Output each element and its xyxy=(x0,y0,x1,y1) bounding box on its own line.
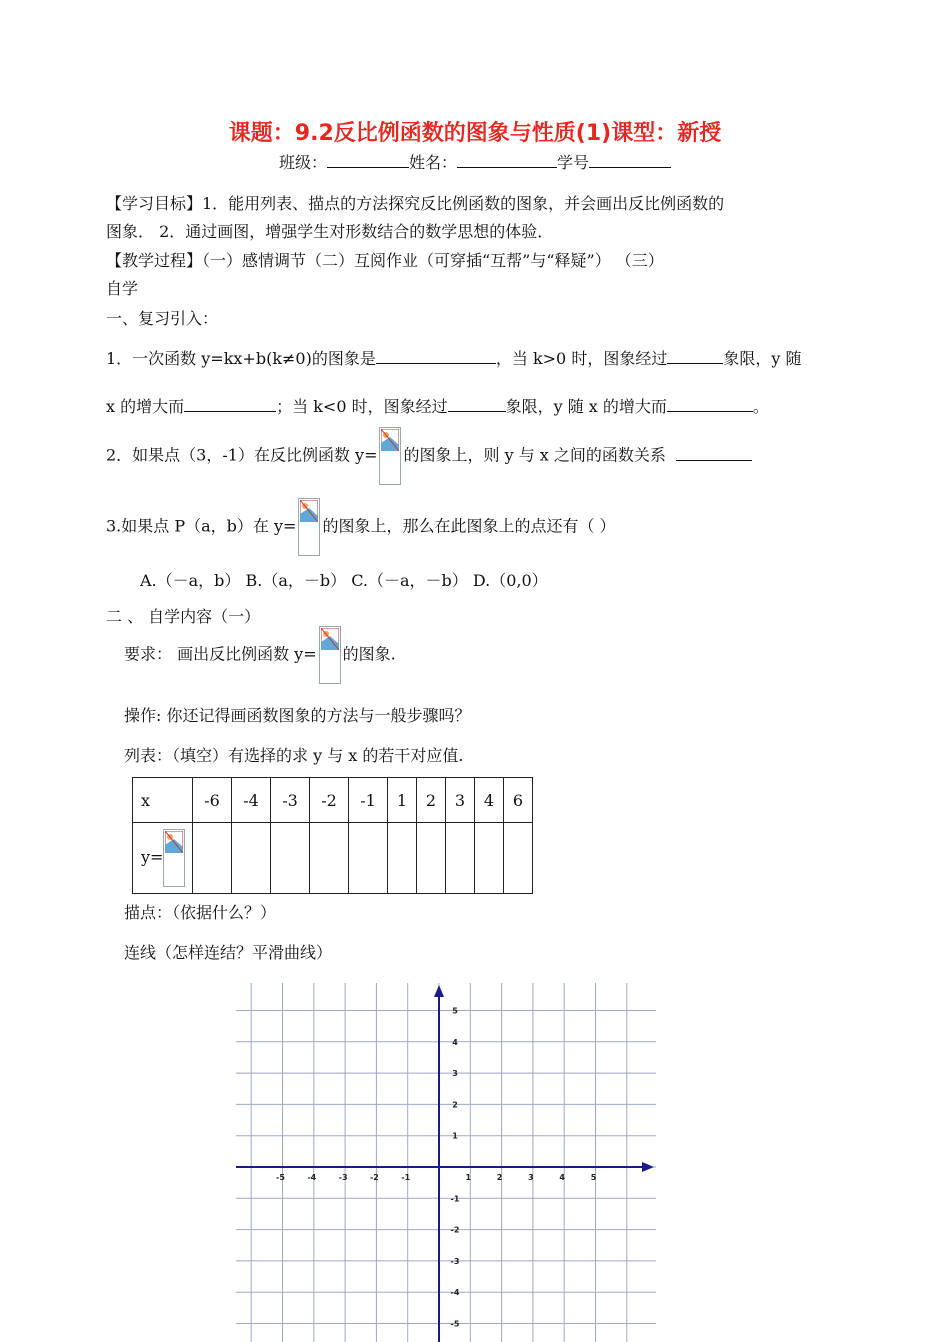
table-cell-y[interactable] xyxy=(232,823,271,894)
q1-text-b: ，当 k>0 时，图象经过 xyxy=(495,349,668,368)
y-tick-label: -2 xyxy=(450,1225,460,1235)
y-tick-label: 2 xyxy=(452,1100,458,1110)
question-3 xyxy=(106,498,616,556)
req-text-a: 要求： 画出反比例函数 y= xyxy=(124,644,317,664)
q1-text-a: 1．一次函数 y=kx+b(k≠0)的图象是 xyxy=(106,349,376,368)
table-cell-y[interactable] xyxy=(193,823,232,894)
name-blank[interactable] xyxy=(457,153,557,168)
q2-blank[interactable] xyxy=(676,446,752,461)
table-cell-y[interactable] xyxy=(349,823,388,894)
table-cell-x: -6 xyxy=(193,778,232,823)
table-cell-y[interactable] xyxy=(504,823,533,894)
class-label: 班级： xyxy=(278,153,327,172)
q1-blank-4[interactable] xyxy=(448,397,506,412)
question-1-line-2 xyxy=(106,394,769,417)
y-tick-label: -4 xyxy=(450,1288,460,1298)
q1-blank-2[interactable] xyxy=(667,349,723,364)
y-tick-label: -5 xyxy=(450,1319,460,1329)
q1-text-f: 象限，y 随 x 的增大而 xyxy=(505,397,667,416)
table-cell-x: -1 xyxy=(349,778,388,823)
value-table xyxy=(132,777,533,894)
q2-text-a: 2．如果点（3，-1）在反比例函数 y= xyxy=(106,445,378,465)
q3-text-b: 的图象上，那么在此图象上的点还有（ ） xyxy=(322,516,616,536)
x-tick-label: 2 xyxy=(496,1173,503,1182)
table-row-y xyxy=(133,823,533,894)
plot-line: 描点：（依据什么？） xyxy=(124,903,277,922)
section-review-heading: 一、复习引入： xyxy=(106,309,219,328)
goals-line-1: 【学习目标】1．能用列表、描点的方法探究反比例函数的图象，并会画出反比例函数的 xyxy=(106,194,725,213)
process-line-1: 【教学过程】（一）感情调节（二）互阅作业（可穿插“互帮”与“释疑”） （三） xyxy=(106,251,664,270)
image-placeholder-icon xyxy=(165,831,183,853)
fraction-image xyxy=(319,626,341,684)
q1-text-d: x 的增大而 xyxy=(106,397,185,416)
number-label: 学号 xyxy=(557,153,590,172)
name-label: 姓名： xyxy=(408,153,457,172)
table-row-x xyxy=(133,778,533,823)
fraction-image xyxy=(163,829,185,887)
fraction-image xyxy=(298,498,320,556)
y-tick-label: 5 xyxy=(452,1006,458,1016)
fraction-image xyxy=(379,427,401,485)
table-cell-x: 6 xyxy=(504,778,533,823)
table-cell-y[interactable] xyxy=(446,823,475,894)
table-cell-x: 2 xyxy=(417,778,446,823)
question-3-options: A.（－a，b） B.（a，－b） C.（－a，－b） D.（0,0） xyxy=(140,571,548,590)
image-placeholder-icon xyxy=(321,628,339,650)
q3-text-a: 3.如果点 P（a，b）在 y= xyxy=(106,516,297,536)
q1-blank-1[interactable] xyxy=(376,349,496,364)
x-tick-label: 5 xyxy=(590,1173,597,1182)
req-text-b: 的图象. xyxy=(342,644,396,664)
x-tick-label: -2 xyxy=(369,1173,379,1182)
x-tick-label: -3 xyxy=(338,1173,348,1182)
q1-text-c: 象限，y 随 xyxy=(723,349,802,368)
goals-line-2: 图象． 2．通过画图，增强学生对形数结合的数学思想的体验． xyxy=(106,222,554,241)
requirement xyxy=(124,626,396,684)
table-y-label-cell xyxy=(133,823,193,894)
question-1-line-1 xyxy=(106,346,801,369)
x-tick-label: -4 xyxy=(307,1173,317,1182)
image-placeholder-icon xyxy=(300,500,318,522)
number-blank[interactable] xyxy=(589,153,671,168)
section-self-study-heading: 二 、 自学内容（一） xyxy=(106,607,261,626)
y-tick-label: 4 xyxy=(452,1037,458,1047)
x-tick-label: -1 xyxy=(401,1173,411,1182)
table-cell-y[interactable] xyxy=(417,823,446,894)
table-cell-y[interactable] xyxy=(388,823,417,894)
x-tick-label: -5 xyxy=(276,1173,285,1182)
table-cell-x: 3 xyxy=(446,778,475,823)
class-blank[interactable] xyxy=(327,153,409,168)
table-y-label: y= xyxy=(141,847,164,867)
table-cell-x: -4 xyxy=(232,778,271,823)
q1-text-g: 。 xyxy=(752,397,769,416)
x-tick-label: 3 xyxy=(528,1173,534,1182)
question-2 xyxy=(106,427,752,485)
page-title: 课题：9.2反比例函数的图象与性质(1)课型：新授 xyxy=(228,121,722,146)
table-cell-y[interactable] xyxy=(475,823,504,894)
table-cell-x: 4 xyxy=(475,778,504,823)
table-x-label: x xyxy=(133,778,193,823)
connect-line: 连线（怎样连结？平滑曲线） xyxy=(124,943,333,962)
y-tick-label: -1 xyxy=(450,1194,460,1204)
list-line: 列表：（填空）有选择的求 y 与 x 的若干对应值. xyxy=(124,746,464,765)
coordinate-grid xyxy=(236,983,656,1342)
table-cell-x: -3 xyxy=(271,778,310,823)
table-cell-x: -2 xyxy=(310,778,349,823)
table-cell-x: 1 xyxy=(388,778,417,823)
x-axis-arrow-icon xyxy=(642,1162,654,1172)
x-tick-label: 1 xyxy=(465,1173,472,1182)
q2-text-b: 的图象上，则 y 与 x 之间的函数关系 xyxy=(403,445,666,465)
y-tick-label: 1 xyxy=(452,1131,458,1141)
y-axis-arrow-icon xyxy=(434,985,444,997)
table-cell-y[interactable] xyxy=(310,823,349,894)
q1-text-e: ；当 k<0 时，图象经过 xyxy=(276,397,448,416)
image-placeholder-icon xyxy=(381,429,399,451)
operation-line: 操作: 你还记得画函数图象的方法与一般步骤吗？ xyxy=(124,706,471,725)
table-cell-y[interactable] xyxy=(271,823,310,894)
y-tick-label: -3 xyxy=(450,1256,460,1266)
student-info xyxy=(0,150,950,173)
x-tick-label: 4 xyxy=(559,1173,565,1182)
y-tick-label: 3 xyxy=(452,1069,458,1079)
process-line-2: 自学 xyxy=(106,279,139,298)
q1-blank-5[interactable] xyxy=(667,397,753,412)
q1-blank-3[interactable] xyxy=(184,397,276,412)
